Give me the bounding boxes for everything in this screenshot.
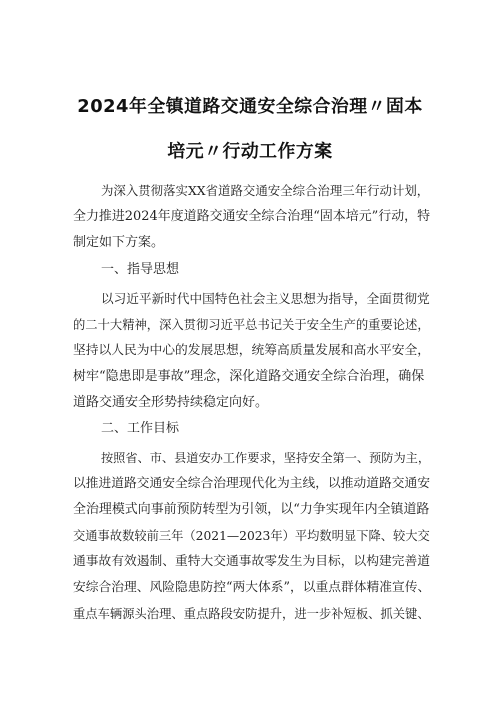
document-title-line-2: 培元〃行动工作方案 [167, 141, 333, 162]
paragraph-intro-line-2: 全力推进2024年度道路交通安全综合治理“固本培元”行动，特 [73, 209, 431, 224]
paragraph-guiding-line-1: 以习近平新时代中国特色社会主义思想为指导，全面贯彻党 [101, 291, 430, 306]
section-heading-work-goals: 二、工作目标 [101, 421, 180, 436]
document-title-line-1: 2024年全镇道路交通安全综合治理〃固本 [77, 96, 423, 117]
paragraph-goals-line-1: 按照省、市、县道安办工作要求，坚持安全第一、预防为主， [101, 451, 431, 465]
paragraph-goals-line-5: 通事故有效遏制、重特大交通事故零发生为目标，以构建完善道 [73, 554, 430, 569]
section-heading-guiding-ideology: 一、指导思想 [101, 262, 180, 277]
paragraph-goals-line-7: 重点车辆源头治理、重点路段安防提升，进一步补短板、抓关键、 [73, 607, 430, 621]
paragraph-intro-line-3: 制定如下方案。 [73, 235, 165, 250]
paragraph-goals-line-3: 全治理模式向事前预防转型为引领，以“力争实现年内全镇道路 [73, 502, 430, 517]
paragraph-guiding-line-3: 坚持以人民为中心的发展思想，统筹高质量发展和高水平安全， [73, 343, 430, 358]
paragraph-guiding-line-2: 的二十大精神，深入贯彻习近平总书记关于安全生产的重要论述， [73, 318, 430, 332]
paragraph-guiding-line-5: 道路交通安全形势持续稳定向好。 [73, 395, 269, 410]
paragraph-goals-line-6: 安综合治理、风险隐患防控“两大体系”，以重点群体精准宣传、 [73, 580, 431, 595]
paragraph-goals-line-4: 交通事故数较前三年（2021—2023年）平均数明显下降、较大交 [73, 529, 430, 543]
paragraph-guiding-line-4: 树牢“隐患即是事故”理念，深化道路交通安全综合治理，确保 [73, 369, 425, 384]
paragraph-intro-line-1: 为深入贯彻落实XX省道路交通安全综合治理三年行动计划， [101, 183, 430, 198]
paragraph-goals-line-2: 以推进道路交通安全综合治理现代化为主线，以推动道路交通安 [73, 476, 430, 491]
